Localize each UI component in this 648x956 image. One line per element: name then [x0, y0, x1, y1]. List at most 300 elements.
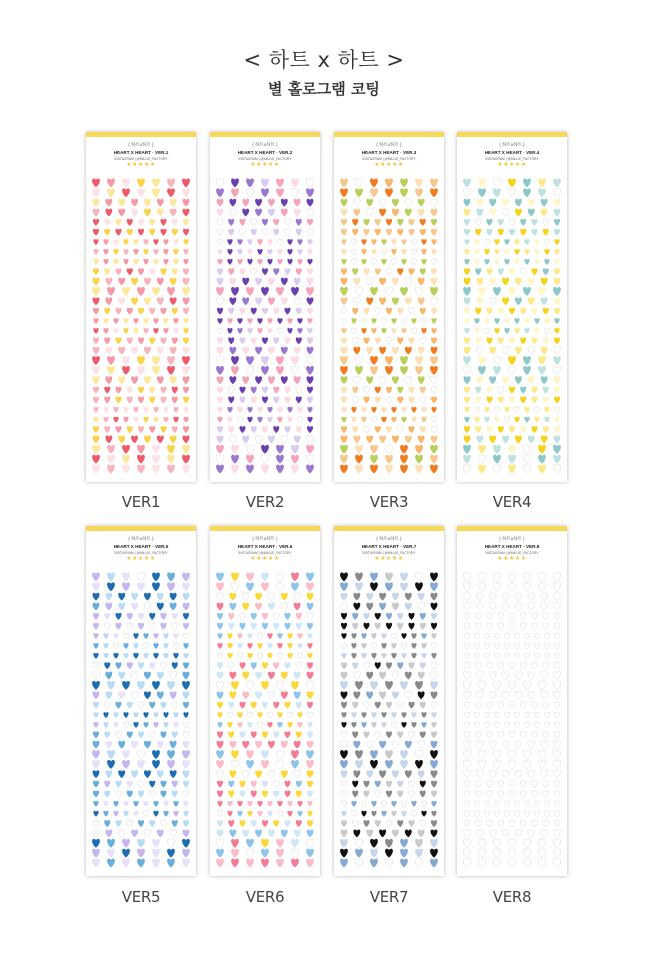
heart-sticker	[228, 820, 234, 827]
heart-sticker	[93, 653, 98, 659]
heart-sticker	[381, 407, 386, 413]
heart-sticker	[152, 750, 160, 759]
heart-sticker	[385, 445, 393, 454]
heart-sticker	[131, 376, 138, 384]
heart-sticker	[502, 593, 509, 601]
heart-sticker	[227, 239, 232, 245]
heart-sticker	[386, 781, 392, 788]
sheet-brand: ( 하트x하트 )	[128, 142, 154, 147]
heart-sticker	[229, 278, 236, 286]
heart-sticker	[408, 781, 414, 788]
heart-sticker	[257, 811, 262, 817]
heart-sticker	[93, 308, 99, 315]
heart-sticker	[216, 366, 224, 375]
heart-sticker	[474, 712, 479, 718]
heart-sticker	[227, 722, 232, 728]
heart-sticker	[296, 337, 302, 344]
heart-sticker	[554, 376, 561, 384]
heart-sticker	[405, 770, 412, 778]
heart-sticker	[268, 209, 275, 217]
heart-sticker	[153, 643, 158, 649]
heart-sticker	[504, 801, 509, 807]
heart-sticker	[351, 633, 356, 639]
heart-sticker	[486, 426, 492, 433]
heart-sticker	[182, 287, 190, 296]
heart-sticker	[554, 633, 559, 639]
heart-sticker	[182, 839, 190, 848]
heart-sticker	[217, 209, 224, 217]
heart-sticker	[291, 572, 299, 581]
heart-sticker	[152, 582, 160, 591]
heart-sticker	[420, 820, 426, 827]
heart-sticker	[251, 268, 257, 275]
heart-sticker	[107, 178, 115, 187]
heart-sticker	[163, 643, 168, 649]
heart-sticker	[93, 347, 100, 355]
heart-sticker	[524, 239, 529, 245]
heart-sticker	[363, 387, 369, 394]
heart-sticker	[420, 387, 426, 394]
heart-sticker	[153, 417, 158, 423]
heart-sticker	[183, 830, 190, 838]
heart-sticker	[405, 199, 412, 207]
sticker-sheet-ver3[interactable]	[334, 132, 444, 482]
heart-sticker	[152, 455, 160, 464]
heart-sticker	[430, 465, 438, 474]
heart-sticker	[242, 603, 249, 611]
heart-sticker	[131, 297, 138, 305]
heart-sticker	[401, 318, 406, 324]
heart-sticker	[554, 209, 561, 217]
heart-sticker	[554, 702, 560, 709]
heart-sticker	[157, 209, 164, 217]
heart-sticker	[294, 436, 301, 444]
heart-sticker	[351, 801, 356, 807]
heart-sticker	[543, 337, 549, 344]
heart-sticker	[502, 603, 509, 611]
heart-sticker	[291, 465, 299, 474]
heart-sticker	[251, 308, 257, 315]
heart-sticker	[281, 199, 288, 207]
sheet-stars: ★★★★★	[126, 161, 156, 168]
heart-sticker	[157, 278, 164, 286]
heart-sticker	[523, 465, 531, 474]
heart-sticker	[415, 445, 423, 454]
heart-sticker	[405, 436, 412, 444]
heart-sticker	[508, 366, 516, 375]
heart-sticker	[138, 397, 144, 404]
heart-sticker	[92, 465, 100, 474]
heart-sticker	[421, 417, 426, 423]
sticker-sheet-ver1[interactable]	[86, 132, 196, 482]
heart-sticker	[242, 593, 249, 601]
heart-sticker	[543, 229, 549, 236]
heart-sticker	[217, 268, 223, 275]
heart-sticker	[227, 653, 232, 659]
heart-sticker	[385, 760, 393, 769]
heart-sticker	[386, 426, 392, 433]
heart-sticker	[284, 781, 290, 788]
heart-sticker	[284, 820, 290, 827]
sticker-sheet-ver7[interactable]	[334, 526, 444, 876]
sheet-header: HEART X HEART · VER.3	[361, 150, 417, 155]
heart-sticker	[371, 722, 376, 728]
heart-sticker	[541, 199, 548, 207]
heart-sticker	[341, 209, 348, 217]
heart-sticker	[363, 308, 369, 315]
heart-sticker	[464, 770, 471, 778]
heart-sticker	[464, 741, 471, 749]
heart-sticker	[118, 436, 125, 444]
heart-sticker	[217, 741, 224, 749]
heart-sticker	[464, 603, 471, 611]
heart-sticker	[239, 426, 245, 433]
heart-sticker	[307, 653, 312, 659]
heart-sticker	[268, 278, 275, 286]
heart-sticker	[122, 465, 130, 474]
heart-sticker	[239, 662, 245, 669]
heart-sticker	[531, 229, 537, 236]
heart-sticker	[541, 436, 548, 444]
heart-sticker	[538, 839, 546, 848]
heart-sticker	[115, 702, 121, 709]
heart-sticker	[431, 613, 437, 620]
heart-sticker	[544, 407, 549, 413]
heart-sticker	[182, 465, 190, 474]
heart-sticker	[463, 455, 471, 464]
heart-sticker	[144, 603, 151, 611]
heart-sticker	[381, 653, 386, 659]
heart-sticker	[386, 613, 392, 620]
heart-sticker	[307, 417, 312, 423]
heart-sticker	[137, 356, 145, 365]
heart-sticker	[391, 801, 396, 807]
heart-sticker	[277, 259, 282, 265]
heart-sticker	[239, 268, 245, 275]
heart-sticker	[255, 297, 262, 305]
heart-sticker	[107, 445, 115, 454]
heart-sticker	[307, 239, 312, 245]
heart-sticker	[509, 219, 515, 226]
sticker-sheet-ver5[interactable]	[86, 526, 196, 876]
heart-sticker	[514, 811, 519, 817]
heart-sticker	[242, 199, 249, 207]
heart-sticker	[93, 691, 100, 699]
heart-sticker	[182, 582, 190, 591]
heart-sticker	[353, 672, 360, 680]
heart-sticker	[355, 681, 363, 690]
heart-sticker	[538, 572, 546, 581]
heart-sticker	[103, 318, 108, 324]
heart-sticker	[554, 337, 560, 344]
heart-sticker	[421, 239, 426, 245]
heart-sticker	[553, 178, 561, 187]
heart-sticker	[400, 750, 408, 759]
heart-sticker	[93, 672, 100, 680]
heart-sticker	[131, 593, 138, 601]
heart-sticker	[543, 268, 549, 275]
heart-sticker	[172, 268, 178, 275]
heart-sticker	[514, 801, 519, 807]
heart-sticker	[381, 249, 386, 255]
heart-sticker	[554, 278, 561, 286]
heart-sticker	[257, 722, 262, 728]
heart-sticker	[227, 318, 232, 324]
heart-sticker	[408, 387, 414, 394]
heart-sticker	[554, 741, 561, 749]
heart-sticker	[543, 623, 549, 630]
heart-sticker	[353, 741, 360, 749]
heart-sticker	[340, 188, 348, 197]
heart-sticker	[392, 436, 399, 444]
heart-sticker	[257, 328, 262, 334]
heart-sticker	[143, 811, 148, 817]
heart-sticker	[153, 722, 158, 728]
heart-sticker	[486, 308, 492, 315]
heart-sticker	[107, 750, 115, 759]
heart-sticker	[475, 397, 481, 404]
heart-sticker	[554, 603, 561, 611]
heart-sticker	[183, 209, 190, 217]
heart-sticker	[341, 653, 346, 659]
heart-sticker	[262, 791, 268, 798]
heart-sticker	[379, 278, 386, 286]
heart-sticker	[183, 219, 189, 226]
heart-sticker	[375, 426, 381, 433]
heart-sticker	[113, 811, 118, 817]
heart-sticker	[554, 820, 560, 827]
heart-sticker	[170, 830, 177, 838]
heart-sticker	[173, 653, 178, 659]
heart-sticker	[247, 249, 252, 255]
heart-sticker	[103, 239, 108, 245]
heart-sticker	[554, 259, 559, 265]
heart-sticker	[363, 702, 369, 709]
heart-sticker	[475, 229, 481, 236]
heart-sticker	[478, 750, 486, 759]
heart-sticker	[257, 801, 262, 807]
heart-sticker	[370, 178, 378, 187]
heart-sticker	[340, 760, 348, 769]
heart-sticker	[144, 830, 151, 838]
heart-sticker	[397, 702, 403, 709]
heart-sticker	[498, 426, 504, 433]
heart-sticker	[352, 731, 358, 738]
heart-sticker	[307, 811, 312, 817]
heart-sticker	[217, 633, 222, 639]
heart-sticker	[520, 387, 526, 394]
heart-sticker	[217, 308, 223, 315]
heart-sticker	[528, 672, 535, 680]
heart-sticker	[182, 356, 190, 365]
heart-sticker	[498, 308, 504, 315]
heart-sticker	[493, 760, 501, 769]
heart-sticker	[262, 426, 268, 433]
heart-sticker	[273, 426, 279, 433]
heart-sticker	[93, 268, 99, 275]
heart-sticker	[231, 366, 239, 375]
heart-sticker	[494, 328, 499, 334]
heart-sticker	[216, 681, 224, 690]
heart-sticker	[381, 239, 386, 245]
heart-sticker	[152, 681, 160, 690]
heart-sticker	[183, 770, 190, 778]
heart-sticker	[528, 199, 535, 207]
heart-sticker	[430, 760, 438, 769]
heart-sticker	[183, 426, 189, 433]
heart-sticker	[105, 593, 112, 601]
heart-sticker	[351, 417, 356, 423]
heart-sticker	[464, 259, 469, 265]
heart-sticker	[431, 643, 436, 649]
heart-sticker	[520, 731, 526, 738]
heart-sticker	[246, 287, 254, 296]
heart-sticker	[534, 259, 539, 265]
heart-sticker	[554, 811, 559, 817]
heart-sticker	[183, 278, 190, 286]
heart-sticker	[464, 633, 469, 639]
heart-sticker	[392, 603, 399, 611]
heart-sticker	[167, 849, 175, 858]
heart-sticker	[554, 593, 561, 601]
heart-sticker	[486, 397, 492, 404]
heart-sticker	[138, 820, 144, 827]
heart-sticker	[281, 297, 288, 305]
heart-sticker	[531, 613, 537, 620]
heart-sticker	[152, 287, 160, 296]
heart-sticker	[167, 356, 175, 365]
heart-sticker	[92, 356, 100, 365]
heart-sticker	[143, 722, 148, 728]
heart-sticker	[379, 297, 386, 305]
heart-sticker	[341, 249, 346, 255]
heart-sticker	[182, 366, 190, 375]
sticker-sheet-ver2[interactable]	[210, 132, 320, 482]
heart-sticker	[464, 199, 471, 207]
heart-sticker	[173, 712, 178, 718]
heart-sticker	[494, 259, 499, 265]
heart-sticker	[138, 731, 144, 738]
heart-sticker	[400, 859, 408, 868]
heart-sticker	[386, 662, 392, 669]
heart-sticker	[216, 572, 224, 581]
heart-sticker	[509, 781, 515, 788]
heart-sticker	[291, 681, 299, 690]
heart-sticker	[217, 820, 223, 827]
heart-sticker	[508, 455, 516, 464]
heart-sticker	[375, 337, 381, 344]
heart-sticker	[105, 770, 112, 778]
heart-sticker	[160, 791, 166, 798]
heart-sticker	[281, 691, 288, 699]
heart-sticker	[375, 781, 381, 788]
heart-sticker	[554, 801, 559, 807]
heart-sticker	[508, 859, 516, 868]
heart-sticker	[157, 199, 164, 207]
heart-sticker	[370, 366, 378, 375]
heart-sticker	[115, 791, 121, 798]
heart-sticker	[160, 308, 166, 315]
heart-sticker	[351, 239, 356, 245]
heart-sticker	[493, 287, 501, 296]
heart-sticker	[520, 781, 526, 788]
heart-sticker	[229, 672, 236, 680]
heart-sticker	[353, 278, 360, 286]
heart-sticker	[538, 582, 546, 591]
heart-sticker	[276, 859, 284, 868]
heart-sticker	[361, 259, 366, 265]
heart-sticker	[493, 859, 501, 868]
heart-sticker	[107, 188, 115, 197]
heart-sticker	[397, 731, 403, 738]
sticker-sheet-ver4[interactable]	[457, 132, 567, 482]
heart-sticker	[509, 229, 515, 236]
heart-sticker	[476, 603, 483, 611]
heart-sticker	[93, 623, 99, 630]
heart-sticker	[255, 436, 262, 444]
heart-sticker	[281, 376, 288, 384]
heart-sticker	[486, 781, 492, 788]
heart-sticker	[104, 731, 110, 738]
heart-sticker	[392, 347, 399, 355]
heart-sticker	[287, 417, 292, 423]
heart-sticker	[118, 209, 125, 217]
heart-sticker	[149, 702, 155, 709]
heart-sticker	[464, 426, 470, 433]
heart-sticker	[544, 249, 549, 255]
heart-sticker	[366, 209, 373, 217]
heart-sticker	[144, 741, 151, 749]
heart-sticker	[340, 356, 348, 365]
heart-sticker	[431, 712, 436, 718]
heart-sticker	[486, 229, 492, 236]
heart-sticker	[554, 347, 561, 355]
heart-sticker	[105, 376, 112, 384]
heart-sticker	[262, 662, 268, 669]
heart-sticker	[431, 820, 437, 827]
heart-sticker	[478, 445, 486, 454]
heart-sticker	[152, 178, 160, 187]
heart-sticker	[405, 297, 412, 305]
heart-sticker	[239, 791, 245, 798]
heart-sticker	[217, 662, 223, 669]
heart-sticker	[307, 741, 314, 749]
heart-sticker	[217, 830, 224, 838]
heart-sticker	[228, 613, 234, 620]
heart-sticker	[170, 691, 177, 699]
heart-sticker	[231, 750, 239, 759]
heart-sticker	[306, 582, 314, 591]
heart-sticker	[523, 178, 531, 187]
heart-sticker	[276, 178, 284, 187]
heart-sticker	[543, 662, 549, 669]
sticker-sheet-ver8[interactable]	[457, 526, 567, 876]
sticker-sheet-ver6[interactable]	[210, 526, 320, 876]
heart-sticker	[92, 366, 100, 375]
heart-sticker	[415, 188, 423, 197]
heart-sticker	[103, 417, 108, 423]
heart-sticker	[284, 662, 290, 669]
heart-sticker	[553, 859, 561, 868]
heart-sticker	[284, 702, 290, 709]
heart-sticker	[341, 436, 348, 444]
heart-sticker	[379, 593, 386, 601]
heart-sticker	[544, 653, 549, 659]
heart-sticker	[421, 653, 426, 659]
heart-sticker	[152, 366, 160, 375]
heart-sticker	[341, 691, 348, 699]
heart-sticker	[167, 859, 175, 868]
